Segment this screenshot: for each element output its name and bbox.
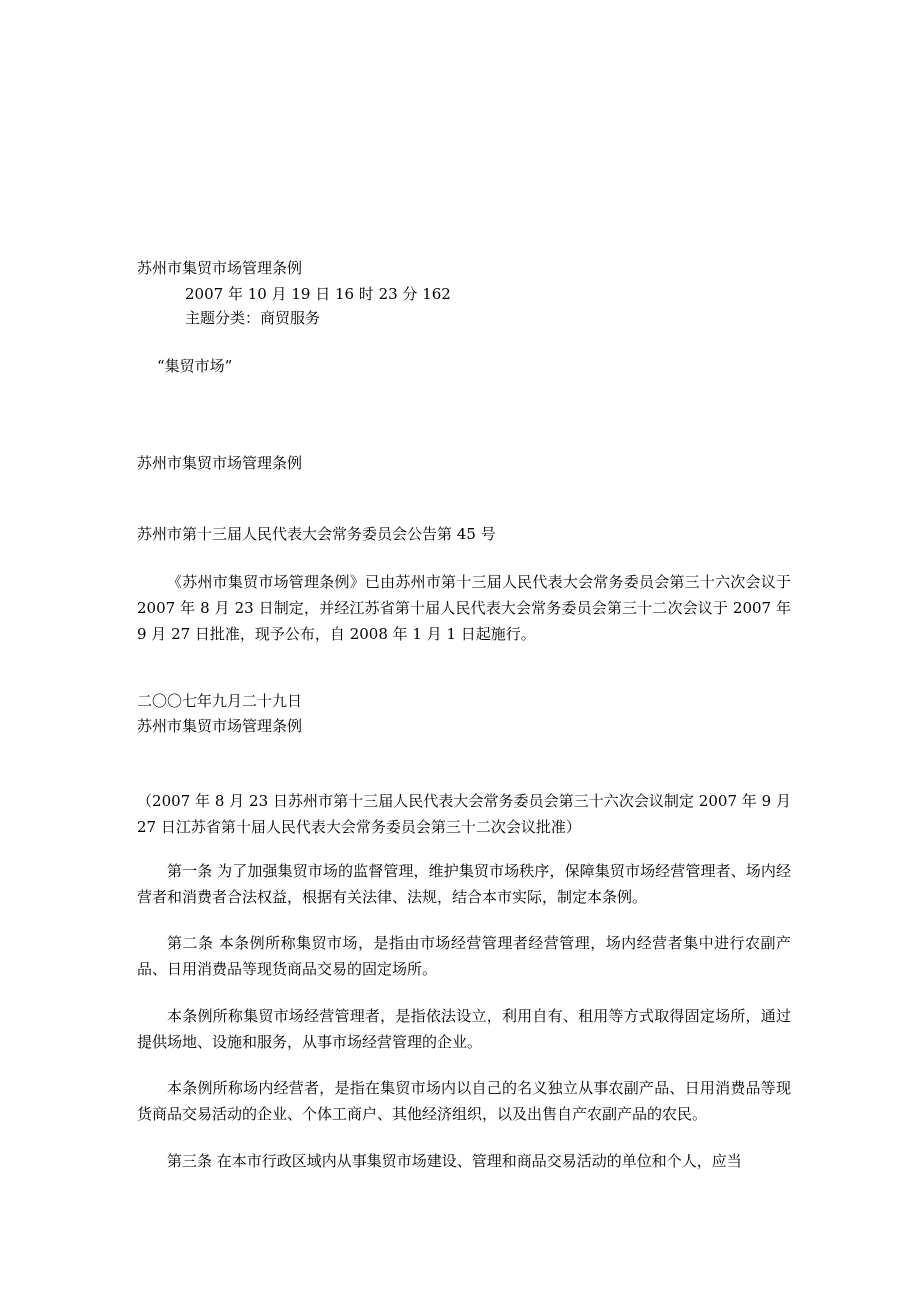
announcement-date: 二〇〇七年九月二十九日 bbox=[137, 692, 303, 710]
article-paragraph: 第一条 为了加强集贸市场的监督管理，维护集贸市场秩序，保障集贸市场经营管理者、场内经营者和消费者合法权益，根据有关法律、法规，结合本市实际，制定本条例。 bbox=[137, 862, 791, 906]
document-title-repeat: 苏州市集贸市场管理条例 bbox=[137, 717, 303, 735]
header-tag: “集贸市场” bbox=[157, 357, 233, 375]
article-paragraph: 第三条 在本市行政区域内从事集贸市场建设、管理和商品交易活动的单位和个人，应当 bbox=[167, 1152, 742, 1170]
article-paragraph: 第二条 本条例所称集贸市场，是指由市场经营管理者经营管理，场内经营者集中进行农副产品、日用消费品等现货商品交易的固定场所。 bbox=[137, 934, 791, 978]
article-paragraph: 本条例所称场内经营者，是指在集贸市场内以自己的名义独立从事农副产品、日用消费品等现货商品交易活动的企业、个体工商户、其他经济组织，以及出售自产农副产品的农民。 bbox=[137, 1079, 791, 1123]
header-category: 主题分类：商贸服务 bbox=[185, 309, 321, 327]
article-paragraph: 本条例所称集贸市场经营管理者，是指依法设立，利用自有、租用等方式取得固定场所，通过提供场地、设施和服务，从事市场经营管理的企业。 bbox=[137, 1007, 791, 1051]
announcement-heading: 苏州市第十三届人民代表大会常务委员会公告第 45 号 bbox=[137, 525, 496, 543]
announcement-body: 《苏州市集贸市场管理条例》已由苏州市第十三届人民代表大会常务委员会第三十六次会议于 2007 年 8 月 23 日制定，并经江苏省第十届人民代表大会常务委员会第三十二次会议于 2007 年 9 月 27 日批准，现予公布，自 2008 年 1 月 1 日起施行。 bbox=[137, 573, 791, 643]
adoption-note: （2007 年 8 月 23 日苏州市第十三届人民代表大会常务委员会第三十六次会议制定 2007 年 9 月 27 日江苏省第十届人民代表大会常务委员会第三十二次会议批准） bbox=[137, 792, 791, 836]
header-meta-line: 2007 年 10 月 19 日 16 时 23 分 162 bbox=[185, 285, 451, 303]
header-title: 苏州市集贸市场管理条例 bbox=[137, 259, 303, 277]
document-title: 苏州市集贸市场管理条例 bbox=[137, 454, 303, 472]
